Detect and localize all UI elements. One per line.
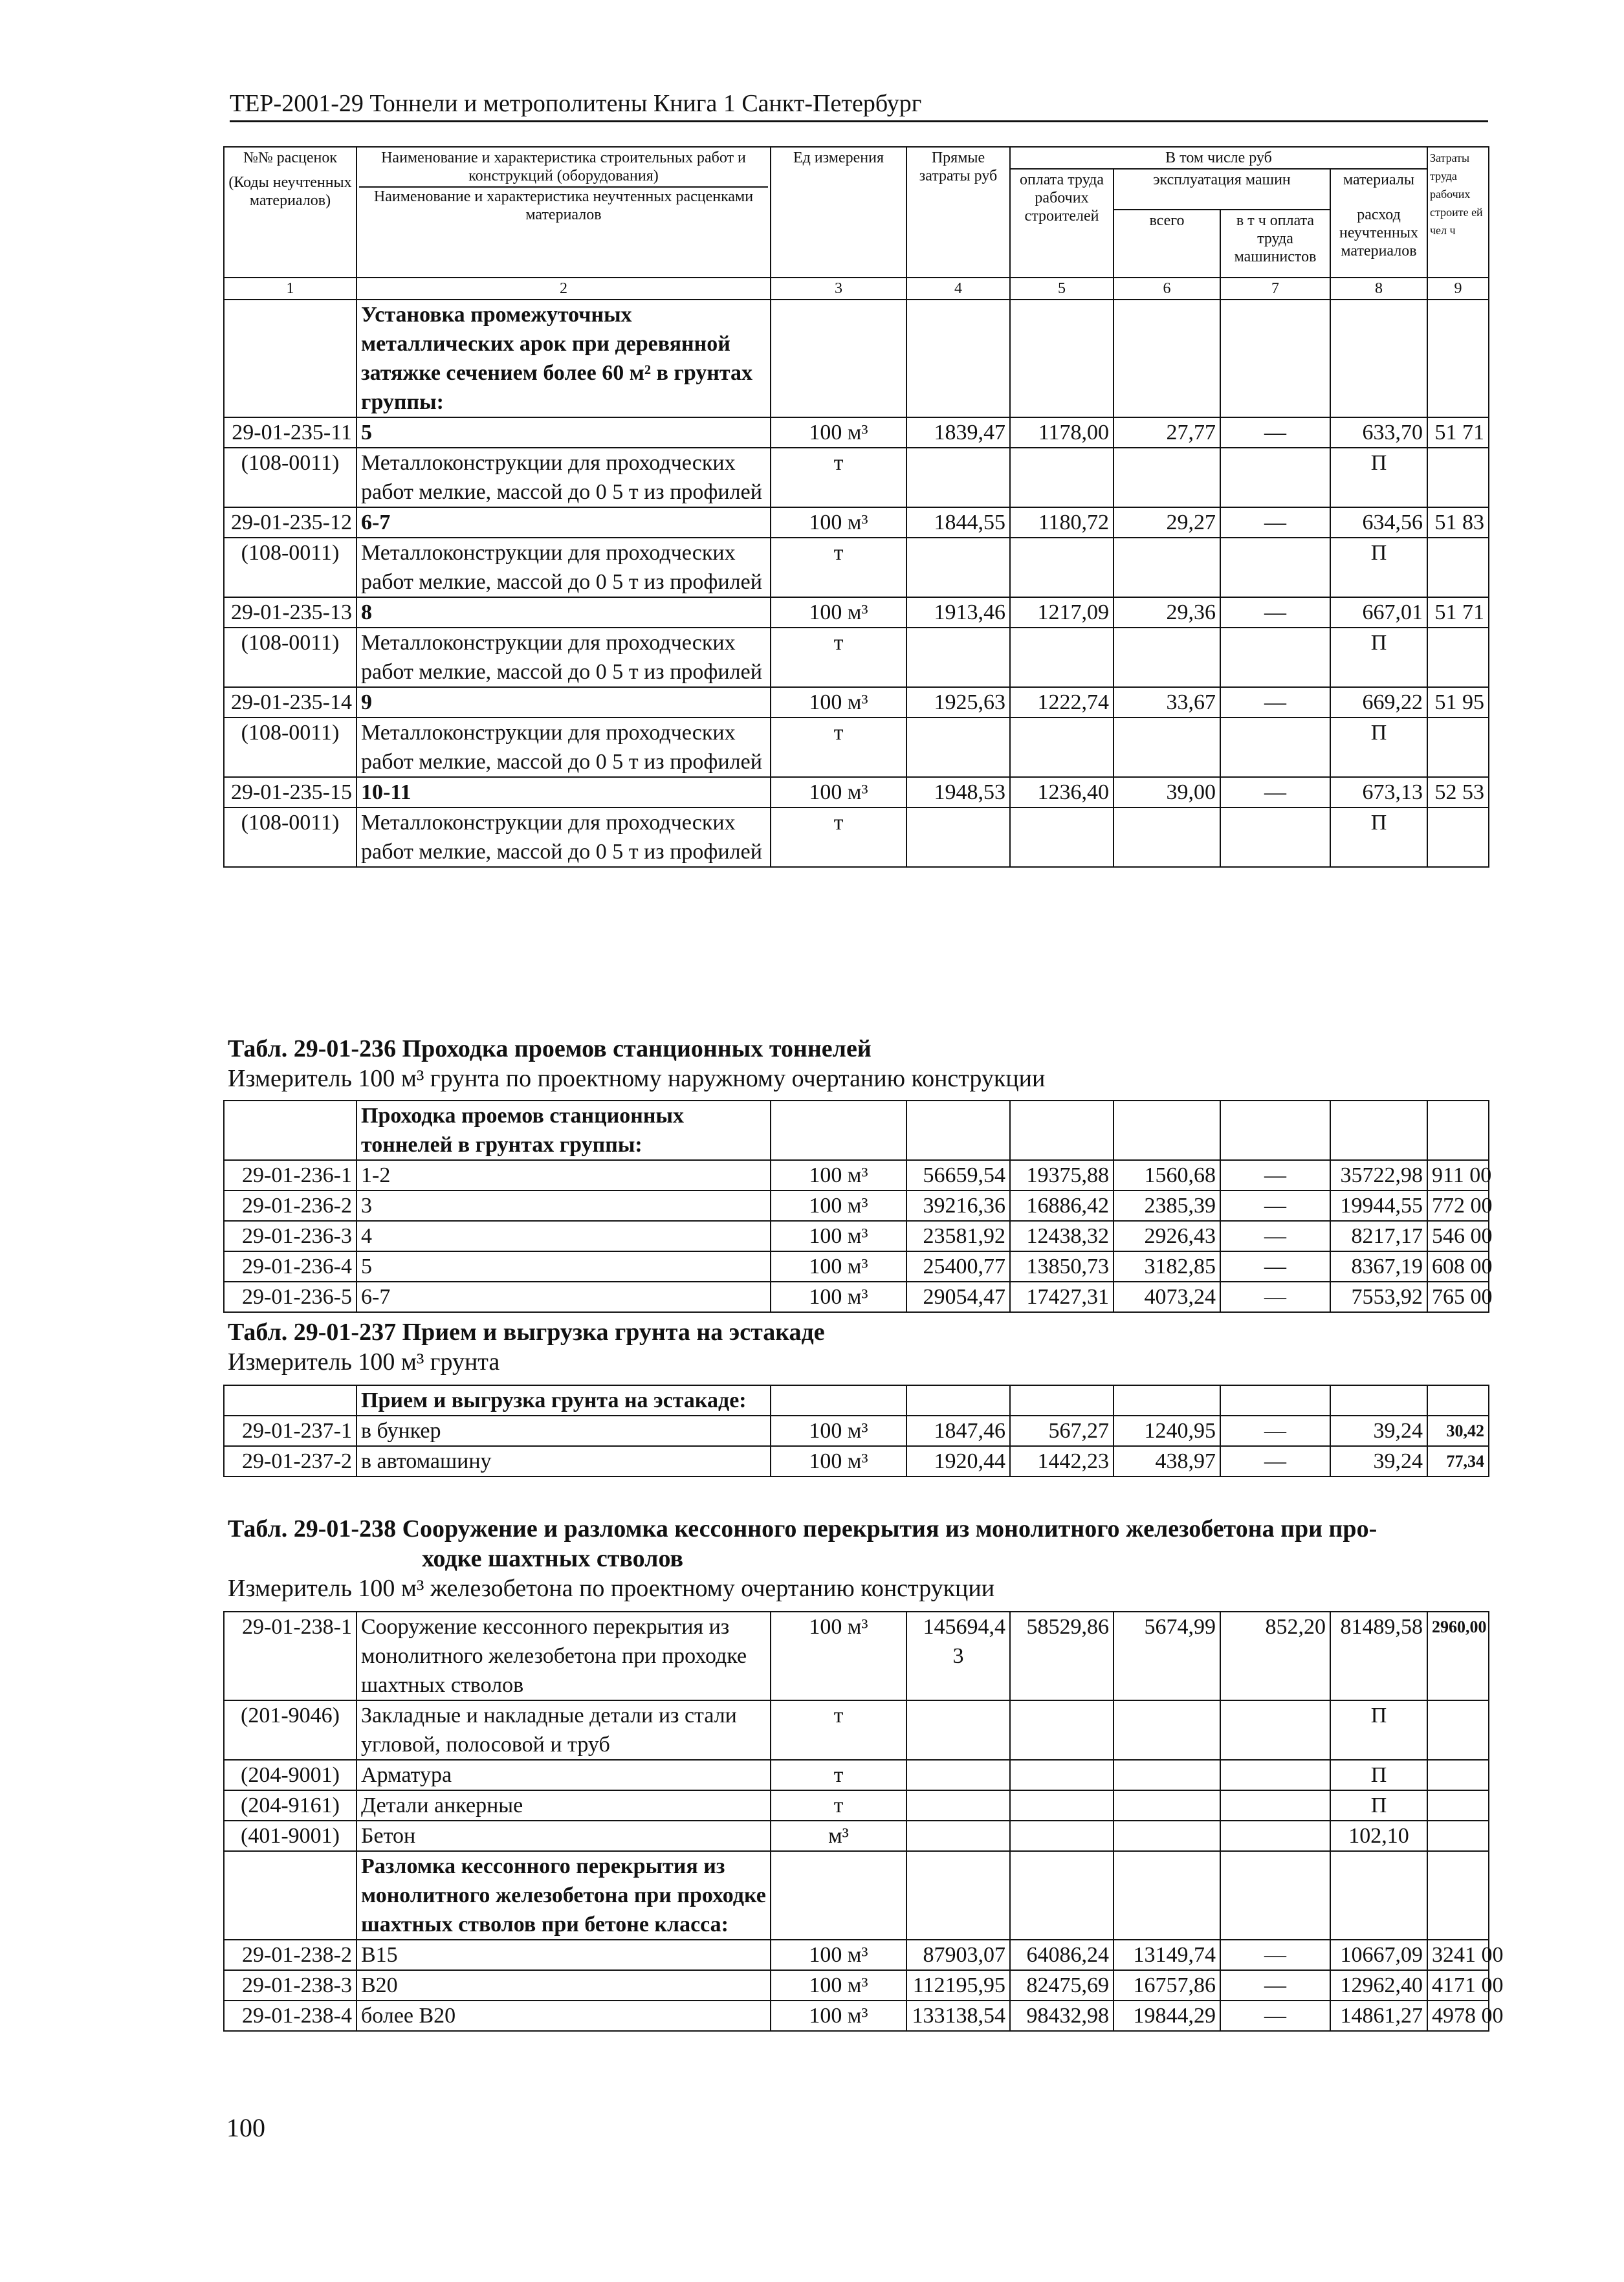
row-direct: 1847,46 bbox=[906, 1416, 1010, 1446]
row-name: 8 bbox=[357, 597, 771, 628]
row-name: 6-7 bbox=[357, 1282, 771, 1312]
row-unit: 100 м³ bbox=[771, 777, 906, 807]
row-direct: 1913,46 bbox=[906, 597, 1010, 628]
row-machines: 33,67 bbox=[1114, 687, 1220, 718]
row-materials: 81489,58 bbox=[1330, 1612, 1427, 1700]
row-name: в автомашину bbox=[357, 1446, 771, 1476]
row-machines-wages: — bbox=[1220, 2001, 1330, 2031]
table-238-heading: Разломка кессонного перекрытия из монолитного железобетона при проходке шахтных стволов при бетоне класса: bbox=[357, 1851, 771, 1940]
row-wages: 1236,40 bbox=[1010, 777, 1114, 807]
row-name: 5 bbox=[357, 417, 771, 448]
material-unit: т bbox=[771, 807, 906, 867]
row-labor: 546 00 bbox=[1427, 1221, 1489, 1251]
material-row bbox=[224, 538, 1489, 597]
row-labor: 4171 00 bbox=[1427, 1970, 1489, 2001]
row-materials: 12962,40 bbox=[1330, 1970, 1427, 2001]
col-incl-header: В том числе руб bbox=[1010, 147, 1427, 169]
row-machines: 5674,99 bbox=[1114, 1612, 1220, 1700]
material-mat: П bbox=[1330, 1760, 1427, 1790]
row-wages: 58529,86 bbox=[1010, 1612, 1114, 1700]
row-code: 29-01-236-1 bbox=[224, 1160, 357, 1190]
material-row bbox=[224, 628, 1489, 687]
row-code: 29-01-236-5 bbox=[224, 1282, 357, 1312]
row-code: 29-01-236-3 bbox=[224, 1221, 357, 1251]
row-code: 29-01-238-1 bbox=[224, 1612, 357, 1700]
row-machines: 27,77 bbox=[1114, 417, 1220, 448]
row-direct: 1920,44 bbox=[906, 1446, 1010, 1476]
material-name: Детали анкерные bbox=[357, 1790, 771, 1821]
table-238-title: Табл. 29-01-238 Сооружение и разломка кессонного перекрытия из монолитного железобетона при про- bbox=[228, 1515, 1377, 1542]
row-name: в бункер bbox=[357, 1416, 771, 1446]
table-237-measure: Измеритель 100 м³ грунта bbox=[228, 1348, 500, 1376]
col-num-5: 5 bbox=[1010, 278, 1114, 300]
row-unit: 100 м³ bbox=[771, 1160, 906, 1190]
table-row bbox=[224, 597, 1489, 628]
material-unit: т bbox=[771, 1700, 906, 1760]
row-direct: 25400,77 bbox=[906, 1251, 1010, 1282]
row-name: 1-2 bbox=[357, 1160, 771, 1190]
row-machines: 39,00 bbox=[1114, 777, 1220, 807]
row-code: 29-01-237-1 bbox=[224, 1416, 357, 1446]
row-machines-wages: — bbox=[1220, 1190, 1330, 1221]
row-name: более В20 bbox=[357, 2001, 771, 2031]
table-row bbox=[224, 1282, 1489, 1312]
col-num-1: 1 bbox=[224, 278, 357, 300]
row-name: В20 bbox=[357, 1970, 771, 2001]
row-code: 29-01-236-2 bbox=[224, 1190, 357, 1221]
row-direct: 56659,54 bbox=[906, 1160, 1010, 1190]
row-machines-wages: — bbox=[1220, 1160, 1330, 1190]
row-direct: 145694,4 bbox=[923, 1615, 1005, 1639]
row-machines-wages: — bbox=[1220, 1416, 1330, 1446]
row-labor: 51 71 bbox=[1427, 417, 1489, 448]
row-machines: 1240,95 bbox=[1114, 1416, 1220, 1446]
row-unit: 100 м³ bbox=[771, 597, 906, 628]
table-236-caption bbox=[228, 1034, 1496, 1093]
table-238-measure: Измеритель 100 м³ железобетона по проектному очертанию конструкции bbox=[228, 1575, 995, 1602]
material-name: Металлоконструкции для проходческих работ мелкие, массой до 0 5 т из профилей bbox=[357, 538, 771, 597]
material-code: (204-9161) bbox=[224, 1790, 357, 1821]
material-name: Металлоконструкции для проходческих работ мелкие, массой до 0 5 т из профилей bbox=[357, 718, 771, 777]
row-labor: 2960,00 bbox=[1427, 1612, 1489, 1700]
row-machines: 2385,39 bbox=[1114, 1190, 1220, 1221]
table-row bbox=[224, 1446, 1489, 1476]
row-materials: 14861,27 bbox=[1330, 2001, 1427, 2031]
row-unit: 100 м³ bbox=[771, 1221, 906, 1251]
row-unit: 100 м³ bbox=[771, 1940, 906, 1970]
row-machines-wages: — bbox=[1220, 1221, 1330, 1251]
row-direct: 133138,54 bbox=[906, 2001, 1010, 2031]
row-code: 29-01-238-4 bbox=[224, 2001, 357, 2031]
row-wages: 12438,32 bbox=[1010, 1221, 1114, 1251]
row-name: 9 bbox=[357, 687, 771, 718]
row-unit: 100 м³ bbox=[771, 1446, 906, 1476]
material-mat: 102,10 bbox=[1330, 1821, 1427, 1851]
row-code: 29-01-236-4 bbox=[224, 1251, 357, 1282]
table-row bbox=[224, 507, 1489, 538]
row-labor: 4978 00 bbox=[1427, 2001, 1489, 2031]
row-machines: 16757,86 bbox=[1114, 1970, 1220, 2001]
table-236-measure: Измеритель 100 м³ грунта по проектному наружному очертанию конструкции bbox=[228, 1065, 1046, 1092]
row-machines: 13149,74 bbox=[1114, 1940, 1220, 1970]
col-machines-total-header: всего bbox=[1114, 210, 1220, 278]
material-name: Металлоконструкции для проходческих работ мелкие, массой до 0 5 т из профилей bbox=[357, 807, 771, 867]
material-row bbox=[224, 1790, 1489, 1821]
row-name: 4 bbox=[357, 1221, 771, 1251]
table-row bbox=[224, 1940, 1489, 1970]
row-unit: 100 м³ bbox=[771, 1970, 906, 2001]
running-header: ТЕР-2001-29 Тоннели и метрополитены Книга 1 Санкт-Петербург bbox=[230, 89, 1488, 122]
col-num-3: 3 bbox=[771, 278, 906, 300]
row-wages: 64086,24 bbox=[1010, 1940, 1114, 1970]
row-direct: 23581,92 bbox=[906, 1221, 1010, 1251]
row-code: 29-01-238-3 bbox=[224, 1970, 357, 2001]
row-name: В15 bbox=[357, 1940, 771, 1970]
row-machines: 29,27 bbox=[1114, 507, 1220, 538]
row-materials: 19944,55 bbox=[1330, 1190, 1427, 1221]
table-row bbox=[224, 1221, 1489, 1251]
material-code: (108-0011) bbox=[224, 538, 357, 597]
row-wages: 19375,88 bbox=[1010, 1160, 1114, 1190]
material-mat: П bbox=[1330, 718, 1427, 777]
material-row bbox=[224, 1700, 1489, 1760]
material-name: Бетон bbox=[357, 1821, 771, 1851]
row-wages: 1178,00 bbox=[1010, 417, 1114, 448]
row-unit: 100 м³ bbox=[771, 1416, 906, 1446]
table-236-title: Табл. 29-01-236 Проходка проемов станционных тоннелей bbox=[228, 1035, 872, 1062]
table-row bbox=[224, 687, 1489, 718]
material-name: Закладные и накладные детали из стали угловой, полосовой и труб bbox=[357, 1700, 771, 1760]
col-num-4: 4 bbox=[906, 278, 1010, 300]
material-mat: П bbox=[1330, 538, 1427, 597]
col-wages-header: оплата труда рабочих строителей bbox=[1010, 169, 1114, 278]
material-mat: П bbox=[1330, 1790, 1427, 1821]
col-num-7: 7 bbox=[1220, 278, 1330, 300]
row-name: 5 bbox=[357, 1251, 771, 1282]
section-235-table bbox=[223, 299, 1489, 868]
material-unit: т bbox=[771, 718, 906, 777]
row-wages: 1180,72 bbox=[1010, 507, 1114, 538]
row-machines: 1560,68 bbox=[1114, 1160, 1220, 1190]
row-code: 29-01-235-13 bbox=[224, 597, 357, 628]
material-name: Металлоконструкции для проходческих работ мелкие, массой до 0 5 т из профилей bbox=[357, 628, 771, 687]
table-row-main bbox=[224, 1612, 1489, 1700]
row-code: 29-01-237-2 bbox=[224, 1446, 357, 1476]
row-direct: 39216,36 bbox=[906, 1190, 1010, 1221]
row-direct: 1844,55 bbox=[906, 507, 1010, 538]
row-machines-wages: 852,20 bbox=[1220, 1612, 1330, 1700]
row-unit: 100 м³ bbox=[771, 1612, 906, 1700]
row-labor: 51 83 bbox=[1427, 507, 1489, 538]
material-unit: т bbox=[771, 538, 906, 597]
row-machines: 4073,24 bbox=[1114, 1282, 1220, 1312]
row-name: Сооружение кессонного перекрытия из монолитного железобетона при проходке шахтных стволов bbox=[357, 1612, 771, 1700]
row-materials: 39,24 bbox=[1330, 1446, 1427, 1476]
table-238-title-cont: ходке шахтных стволов bbox=[422, 1545, 684, 1572]
page-number: 100 bbox=[226, 2113, 265, 2142]
row-machines-wages: — bbox=[1220, 777, 1330, 807]
col-code-header: №№ расценок bbox=[243, 149, 338, 166]
material-row bbox=[224, 718, 1489, 777]
table-238 bbox=[223, 1611, 1504, 2032]
col-num-2: 2 bbox=[357, 278, 771, 300]
col-num-6: 6 bbox=[1114, 278, 1220, 300]
row-name: 10-11 bbox=[357, 777, 771, 807]
row-code: 29-01-235-12 bbox=[224, 507, 357, 538]
section-235-rows bbox=[224, 417, 1489, 867]
row-wages: 82475,69 bbox=[1010, 1970, 1114, 2001]
row-machines-wages: — bbox=[1220, 597, 1330, 628]
row-wages: 567,27 bbox=[1010, 1416, 1114, 1446]
table-238-caption bbox=[228, 1514, 1496, 1603]
row-labor: 911 00 bbox=[1427, 1160, 1489, 1190]
row-materials: 35722,98 bbox=[1330, 1160, 1427, 1190]
table-row bbox=[224, 1251, 1489, 1282]
row-direct: 1839,47 bbox=[906, 417, 1010, 448]
row-labor: 30,42 bbox=[1427, 1416, 1489, 1446]
row-name: 3 bbox=[357, 1190, 771, 1221]
row-unit: 100 м³ bbox=[771, 1251, 906, 1282]
row-machines: 3182,85 bbox=[1114, 1251, 1220, 1282]
table-row bbox=[224, 1190, 1489, 1221]
row-direct-cont: 3 bbox=[952, 1644, 964, 1668]
row-unit: 100 м³ bbox=[771, 1282, 906, 1312]
table-237 bbox=[223, 1385, 1489, 1477]
row-machines-wages: — bbox=[1220, 1282, 1330, 1312]
row-unit: 100 м³ bbox=[771, 2001, 906, 2031]
row-wages: 17427,31 bbox=[1010, 1282, 1114, 1312]
row-wages: 13850,73 bbox=[1010, 1251, 1114, 1282]
row-direct: 29054,47 bbox=[906, 1282, 1010, 1312]
material-code: (108-0011) bbox=[224, 628, 357, 687]
material-row bbox=[224, 1821, 1489, 1851]
row-materials: 633,70 bbox=[1330, 417, 1427, 448]
col-direct-header: Прямые затраты руб bbox=[906, 147, 1010, 278]
row-materials: 673,13 bbox=[1330, 777, 1427, 807]
material-mat: П bbox=[1330, 448, 1427, 507]
table-row bbox=[224, 1416, 1489, 1446]
table-row bbox=[224, 2001, 1489, 2031]
row-labor: 51 71 bbox=[1427, 597, 1489, 628]
col-num-9: 9 bbox=[1427, 278, 1489, 300]
row-code: 29-01-235-14 bbox=[224, 687, 357, 718]
material-unit: т bbox=[771, 1760, 906, 1790]
material-name: Арматура bbox=[357, 1760, 771, 1790]
row-machines: 438,97 bbox=[1114, 1446, 1220, 1476]
row-machines-wages: — bbox=[1220, 687, 1330, 718]
row-code: 29-01-238-2 bbox=[224, 1940, 357, 1970]
material-code: (201-9046) bbox=[224, 1700, 357, 1760]
table-236-heading: Проходка проемов станционных тоннелей в грунтах группы: bbox=[357, 1101, 771, 1160]
row-machines: 29,36 bbox=[1114, 597, 1220, 628]
row-direct: 87903,07 bbox=[906, 1940, 1010, 1970]
row-labor: 51 95 bbox=[1427, 687, 1489, 718]
row-machines-wages: — bbox=[1220, 417, 1330, 448]
material-unit: т bbox=[771, 628, 906, 687]
material-mat: П bbox=[1330, 628, 1427, 687]
table-236 bbox=[223, 1100, 1493, 1313]
row-labor: 608 00 bbox=[1427, 1251, 1489, 1282]
row-labor: 765 00 bbox=[1427, 1282, 1489, 1312]
row-wages: 1217,09 bbox=[1010, 597, 1114, 628]
row-materials: 10667,09 bbox=[1330, 1940, 1427, 1970]
row-materials: 39,24 bbox=[1330, 1416, 1427, 1446]
row-machines: 19844,29 bbox=[1114, 2001, 1220, 2031]
row-labor: 77,34 bbox=[1427, 1446, 1489, 1476]
row-machines: 2926,43 bbox=[1114, 1221, 1220, 1251]
row-direct: 1948,53 bbox=[906, 777, 1010, 807]
row-unit: 100 м³ bbox=[771, 687, 906, 718]
material-code: (108-0011) bbox=[224, 807, 357, 867]
material-unit: м³ bbox=[771, 1821, 906, 1851]
row-code: 29-01-235-15 bbox=[224, 777, 357, 807]
table-row bbox=[224, 417, 1489, 448]
row-machines-wages: — bbox=[1220, 1970, 1330, 2001]
col-unit-header: Ед измерения bbox=[771, 147, 906, 278]
row-machines-wages: — bbox=[1220, 1446, 1330, 1476]
row-labor: 52 53 bbox=[1427, 777, 1489, 807]
material-row bbox=[224, 1760, 1489, 1790]
section-235-heading: Установка промежуточных металлических арок при деревянной затяжке сечением более 60 м² в грунтах группы: bbox=[357, 300, 771, 417]
row-wages: 16886,42 bbox=[1010, 1190, 1114, 1221]
row-name: 6-7 bbox=[357, 507, 771, 538]
row-direct: 1925,63 bbox=[906, 687, 1010, 718]
col-name-sub-header: Наименование и характеристика неучтенных расценками материалов bbox=[359, 186, 768, 224]
material-code: (108-0011) bbox=[224, 448, 357, 507]
row-unit: 100 м³ bbox=[771, 1190, 906, 1221]
col-machines-header: эксплуатация машин bbox=[1114, 169, 1330, 210]
row-unit: 100 м³ bbox=[771, 507, 906, 538]
material-row bbox=[224, 448, 1489, 507]
row-materials: 8367,19 bbox=[1330, 1251, 1427, 1282]
column-header-table bbox=[223, 146, 1489, 300]
col-name-header: Наименование и характеристика строительных работ и конструкций (оборудования) bbox=[381, 149, 746, 184]
row-wages: 98432,98 bbox=[1010, 2001, 1114, 2031]
material-mat: П bbox=[1330, 1700, 1427, 1760]
row-materials: 634,56 bbox=[1330, 507, 1427, 538]
row-materials: 669,22 bbox=[1330, 687, 1427, 718]
material-code: (401-9001) bbox=[224, 1821, 357, 1851]
table-row bbox=[224, 1160, 1489, 1190]
row-materials: 667,01 bbox=[1330, 597, 1427, 628]
material-code: (108-0011) bbox=[224, 718, 357, 777]
row-labor: 772 00 bbox=[1427, 1190, 1489, 1221]
table-237-title: Табл. 29-01-237 Прием и выгрузка грунта на эстакаде bbox=[228, 1319, 825, 1346]
table-row bbox=[224, 1970, 1489, 2001]
row-wages: 1442,23 bbox=[1010, 1446, 1114, 1476]
row-wages: 1222,74 bbox=[1010, 687, 1114, 718]
col-machines-wages-header: в т ч оплата труда машинистов bbox=[1220, 210, 1330, 278]
row-materials: 7553,92 bbox=[1330, 1282, 1427, 1312]
row-machines-wages: — bbox=[1220, 507, 1330, 538]
row-labor: 3241 00 bbox=[1427, 1940, 1489, 1970]
material-unit: т bbox=[771, 1790, 906, 1821]
col-num-8: 8 bbox=[1330, 278, 1427, 300]
material-code: (204-9001) bbox=[224, 1760, 357, 1790]
row-unit: 100 м³ bbox=[771, 417, 906, 448]
row-machines-wages: — bbox=[1220, 1940, 1330, 1970]
row-materials: 8217,17 bbox=[1330, 1221, 1427, 1251]
table-row bbox=[224, 777, 1489, 807]
table-237-caption bbox=[228, 1317, 1496, 1377]
col-materials-header: материалы bbox=[1343, 171, 1414, 188]
row-code: 29-01-235-11 bbox=[224, 417, 357, 448]
material-unit: т bbox=[771, 448, 906, 507]
col-labor-header: Затраты труда рабочих строите ей чел ч bbox=[1427, 147, 1489, 278]
table-237-heading: Прием и выгрузка грунта на эстакаде: bbox=[357, 1385, 771, 1416]
material-mat: П bbox=[1330, 807, 1427, 867]
material-name: Металлоконструкции для проходческих работ мелкие, массой до 0 5 т из профилей bbox=[357, 448, 771, 507]
col-materials-sub-header: расход неучтенных материалов bbox=[1339, 206, 1418, 259]
material-row bbox=[224, 807, 1489, 867]
row-machines-wages: — bbox=[1220, 1251, 1330, 1282]
col-code-sub-header: (Коды неучтенных материалов) bbox=[228, 174, 352, 209]
row-direct: 112195,95 bbox=[906, 1970, 1010, 2001]
